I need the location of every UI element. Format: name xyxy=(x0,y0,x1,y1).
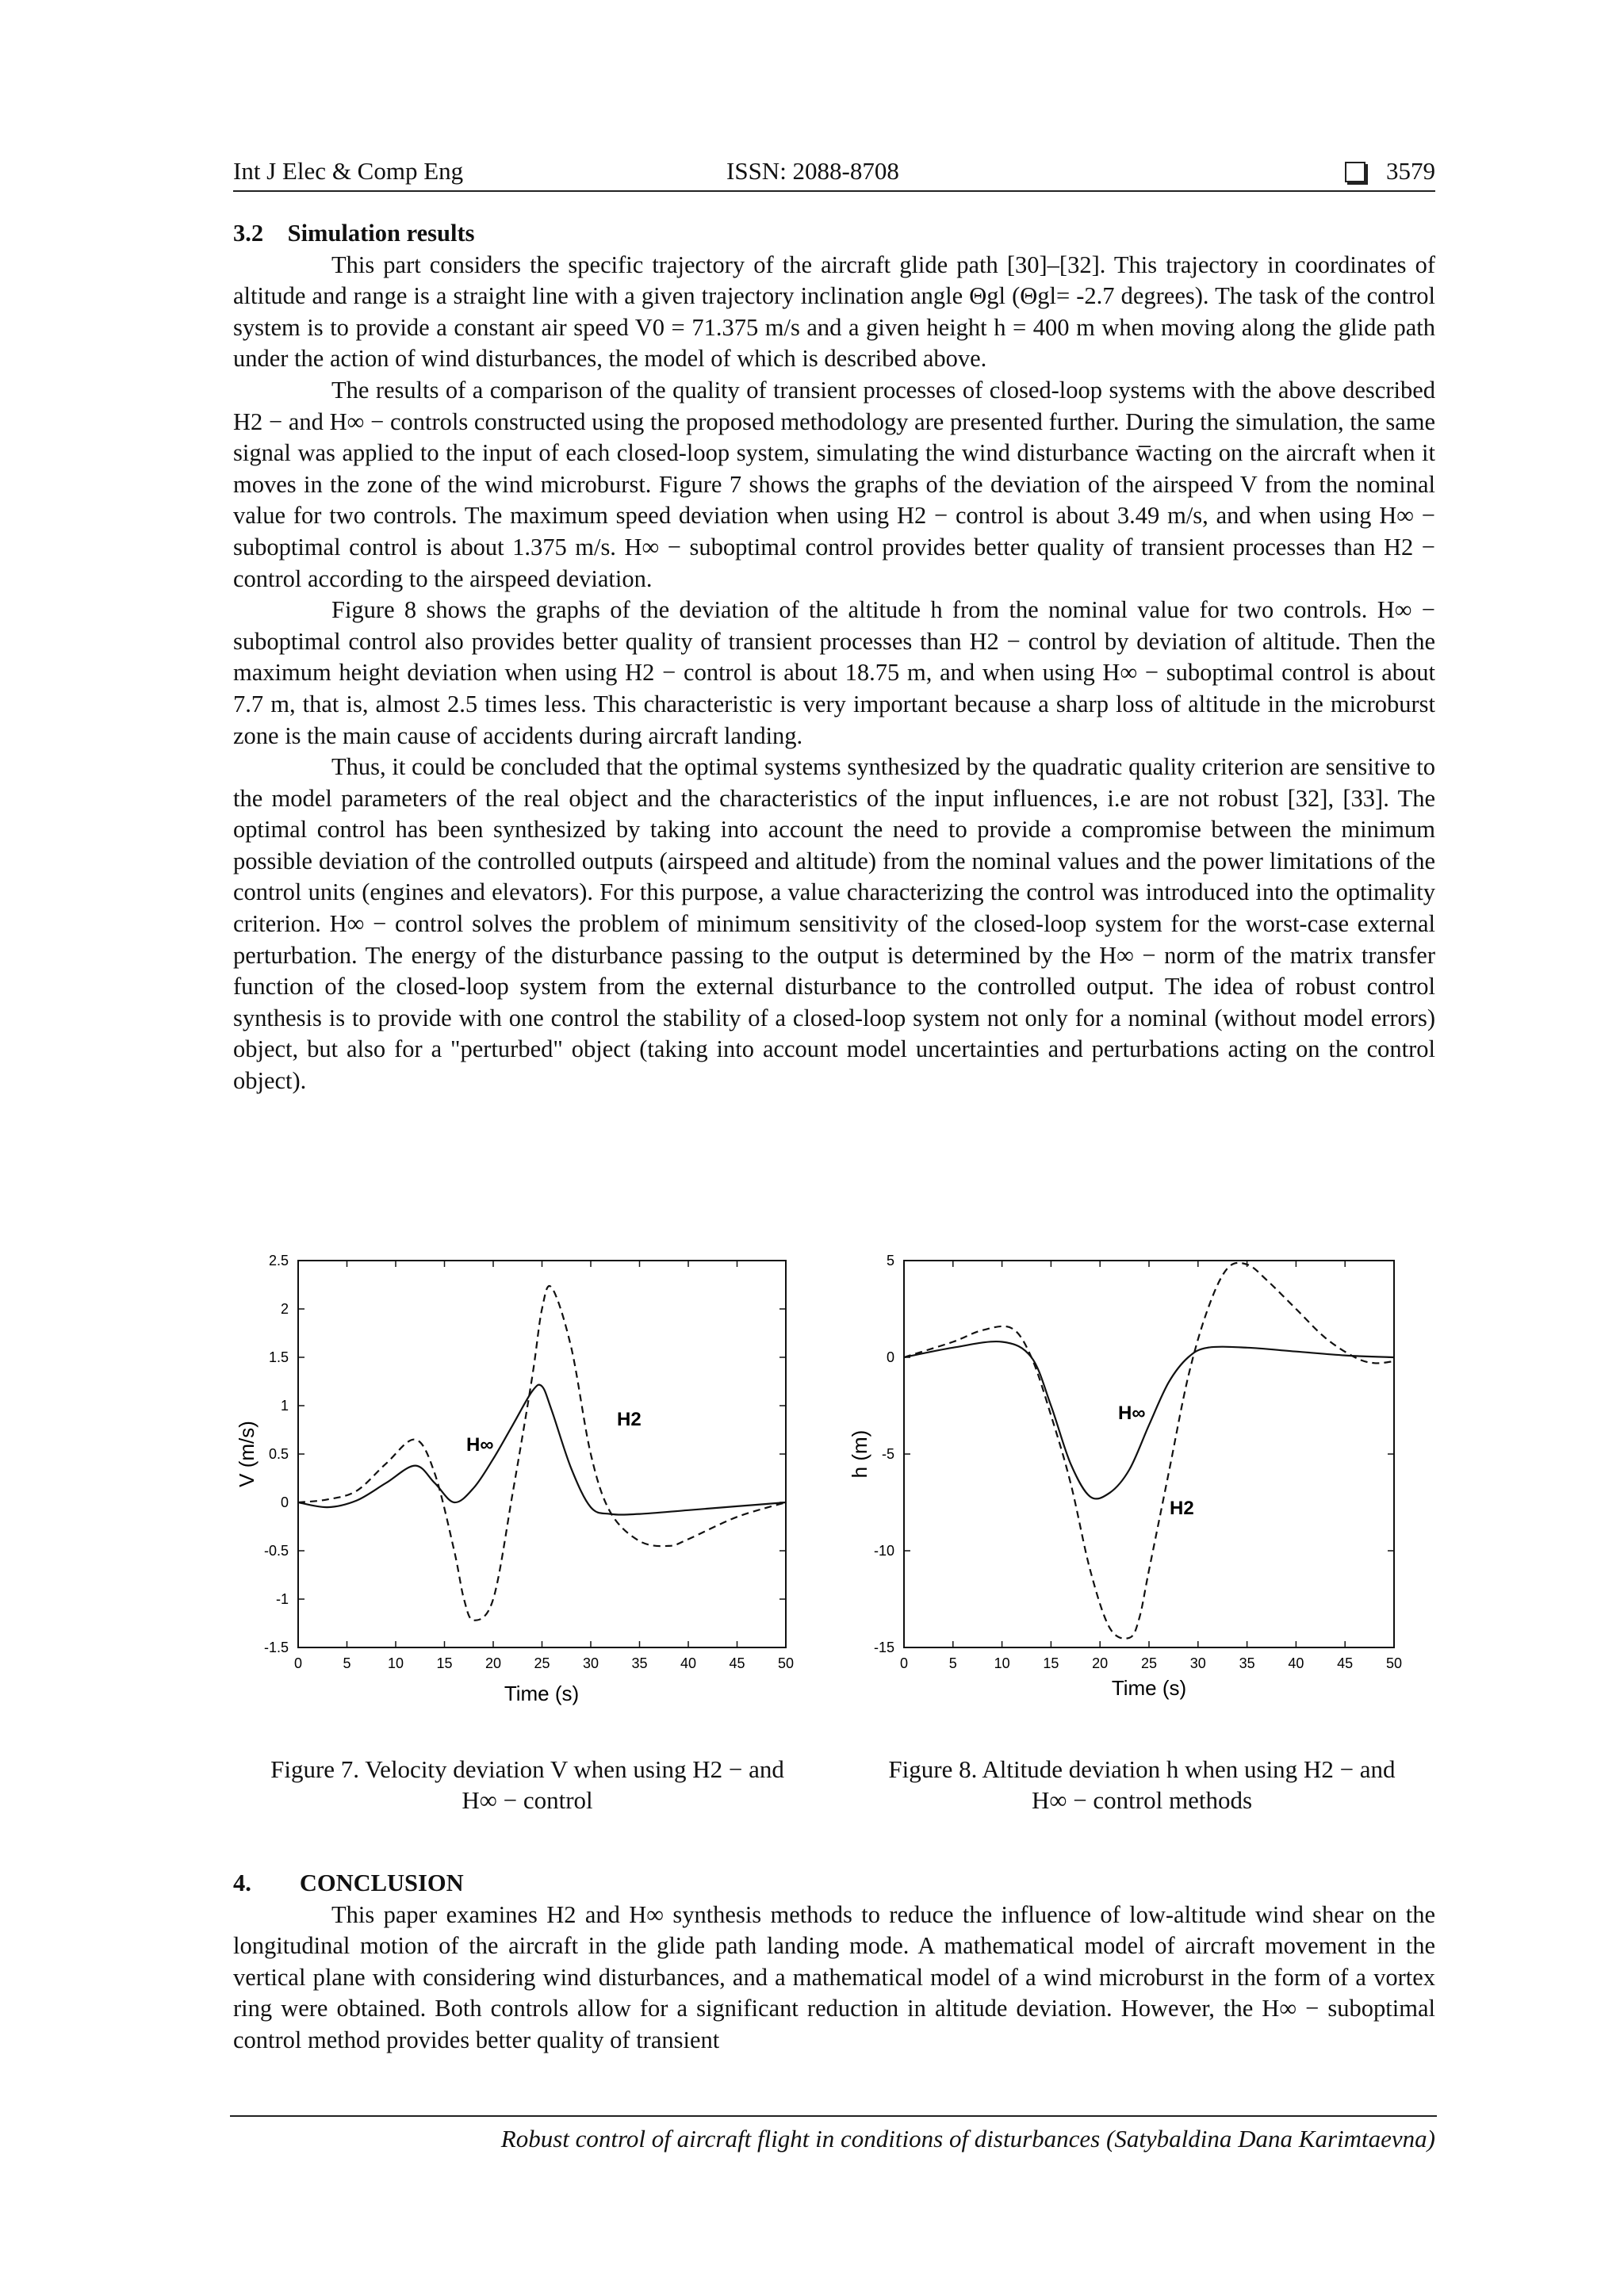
x-tick-label: 25 xyxy=(534,1655,550,1671)
y-tick-label: -1.5 xyxy=(263,1640,289,1655)
y-tick-label: -1 xyxy=(275,1591,289,1607)
figure-8-chart xyxy=(848,1253,1423,1728)
section-heading: 3.2 Simulation results xyxy=(233,220,475,247)
x-tick-label: 30 xyxy=(1189,1655,1206,1671)
x-tick-label: 35 xyxy=(1239,1655,1255,1671)
section-3-2 xyxy=(233,218,1435,1097)
x-tick-label: 40 xyxy=(1288,1655,1304,1671)
plot-frame xyxy=(298,1261,786,1647)
x-tick-label: 20 xyxy=(485,1655,502,1671)
x-tick-label: 5 xyxy=(343,1655,351,1671)
x-tick-label: 15 xyxy=(436,1655,453,1671)
series-label-hinf: H∞ xyxy=(1118,1402,1146,1424)
series-line-hinf xyxy=(298,1385,786,1515)
series-line-h2 xyxy=(904,1263,1394,1639)
figure-8-caption: Figure 8. Altitude deviation h when using H2 − and H∞ − control methods xyxy=(888,1755,1396,1814)
x-tick-label: 0 xyxy=(293,1655,303,1671)
series-label-hinf: H∞ xyxy=(466,1434,494,1456)
footer-rule xyxy=(230,2115,1437,2117)
plot-frame xyxy=(904,1261,1394,1647)
x-tick-label: 35 xyxy=(631,1655,648,1671)
running-header xyxy=(233,157,1435,192)
x-tick-label: 45 xyxy=(729,1655,745,1671)
running-footer: Robust control of aircraft flight in conditions of disturbances (Satybaldina Dana Karimtaevna) xyxy=(500,2125,1435,2152)
x-tick-label: 20 xyxy=(1092,1655,1109,1671)
paragraph: Figure 8 shows the graphs of the deviation of the altitude h from the nominal value for two controls. H∞ − suboptimal control also provides better quality of transient processes than H2 − control by deviation of altitude. Then the maximum height deviation when using H2 − control is about 18.75 m, and when using H∞ − suboptimal control is about 7.7 m, that is, almost 2.5 times less. This characteristic is very important because a sharp loss of altitude in the microburst zone is the main cause of accidents during aircraft landing. xyxy=(233,596,1435,749)
x-tick-label: 40 xyxy=(680,1655,697,1671)
y-tick-label: 5 xyxy=(886,1253,894,1269)
paragraph: This paper examines H2 and H∞ synthesis methods to reduce the influence of low-altitude wind shear on the longitudinal motion of the aircraft in the glide path landing mode. A mathematical model of aircraft movement in the vertical plane with considering wind disturbances, and a mathematical model of a wind microburst in the form of a vortex ring were obtained. Both controls allow for a significant reduction in altitude deviation. However, the H∞ − suboptimal control method provides better quality of transient xyxy=(233,1900,1435,2053)
x-tick-label: 50 xyxy=(777,1655,795,1671)
journal-name: Int J Elec & Comp Eng xyxy=(233,157,464,185)
section-heading: 4. CONCLUSION xyxy=(233,1869,464,1896)
series-line-h2 xyxy=(298,1286,786,1621)
figure-7-chart xyxy=(230,1253,833,1728)
y-tick-label: 2 xyxy=(280,1301,289,1317)
issn: ISSN: 2088-8708 xyxy=(726,157,899,185)
paragraph: The results of a comparison of the quality of transient processes of closed-loop systems with the above described H2 − and H∞ − controls constructed using the proposed methodology are presented further. During the simulation, the same signal was applied to the input of each closed-loop system, simulating the wind disturbance w̅acting on the aircraft when it moves in the zone of the wind microburst. Figure 7 shows the graphs of the deviation of the airspeed V from the nominal value for two controls. The maximum speed deviation when using H2 − control is about 3.49 m/s, and when using H∞ − suboptimal control is about 1.375 m/s. H∞ − suboptimal control provides better quality of transient processes than H2 − control according to the airspeed deviation. xyxy=(233,376,1435,592)
y-tick-label: -10 xyxy=(873,1543,894,1559)
page-number: 3579 xyxy=(1386,157,1435,185)
x-tick-label: 0 xyxy=(899,1655,909,1671)
x-axis-label: Time (s) xyxy=(1111,1676,1187,1700)
y-tick-label: 0 xyxy=(280,1494,289,1510)
y-tick-label: -5 xyxy=(881,1446,894,1462)
x-tick-label: 10 xyxy=(994,1655,1010,1671)
y-tick-label: 0.5 xyxy=(268,1446,289,1462)
series-label-h2: H2 xyxy=(1170,1498,1194,1519)
y-tick-label: -15 xyxy=(873,1640,894,1655)
x-tick-label: 15 xyxy=(1043,1655,1059,1671)
figure-7-caption: Figure 7. Velocity deviation V when using H2 − and H∞ − control xyxy=(270,1755,784,1814)
y-tick-label: -0.5 xyxy=(263,1543,289,1559)
y-tick-label: 0 xyxy=(886,1349,894,1365)
series-label-h2: H2 xyxy=(617,1409,642,1430)
x-tick-label: 10 xyxy=(387,1655,404,1671)
y-tick-label: 1.5 xyxy=(268,1349,289,1365)
y-axis-label: h (m) xyxy=(848,1429,871,1479)
x-tick-label: 25 xyxy=(1140,1655,1158,1671)
x-tick-label: 50 xyxy=(1385,1655,1403,1671)
y-tick-label: 2.5 xyxy=(268,1253,289,1269)
x-tick-label: 5 xyxy=(948,1655,957,1671)
x-axis-label: Time (s) xyxy=(504,1682,580,1705)
paragraph: Thus, it could be concluded that the optimal systems synthesized by the quadratic quality criterion are sensitive to the model parameters of the real object and the characteristics of the input influences, i.e are not robust [32], [33]. The optimal control has been synthesized by taking into account the need to provide a compromise between the minimum possible deviation of the controlled outputs (airspeed and altitude) from the nominal values and the power limitations of the control units (engines and elevators). For this purpose, a value characterizing the control was introduced into the optimality criterion. H∞ − control solves the problem of minimum sensitivity of the closed-loop system for the worst-case external perturbation. The energy of the disturbance passing to the output is determined by the H∞ − norm of the matrix transfer function of the closed-loop system from the external disturbance to the controlled output. The idea of robust control synthesis is to provide with one control the stability of a closed-loop system not only for a nominal (without model errors) object, but also for a "perturbed" object (taking into account model uncertainties and perturbations acting on the control object). xyxy=(233,753,1435,1095)
section-4 xyxy=(233,1868,1435,2057)
y-axis-label: V (m/s) xyxy=(235,1421,259,1487)
y-tick-label: 1 xyxy=(280,1398,289,1414)
series-line-hinf xyxy=(904,1341,1394,1498)
paragraph: This part considers the specific trajectory of the aircraft glide path [30]–[32]. This trajectory in coordinates of altitude and range is a straight line with a given trajectory inclination angle Θgl (Θgl= -2.7 degrees). The task of the control system is to provide a constant air speed V0 = 71.375 m/s and a given height h = 400 m when moving along the glide path under the action of wind disturbances, the model of which is described above. xyxy=(233,251,1435,373)
x-tick-label: 30 xyxy=(582,1655,599,1671)
x-tick-label: 45 xyxy=(1337,1655,1354,1671)
square-bullet-icon xyxy=(1345,162,1365,182)
